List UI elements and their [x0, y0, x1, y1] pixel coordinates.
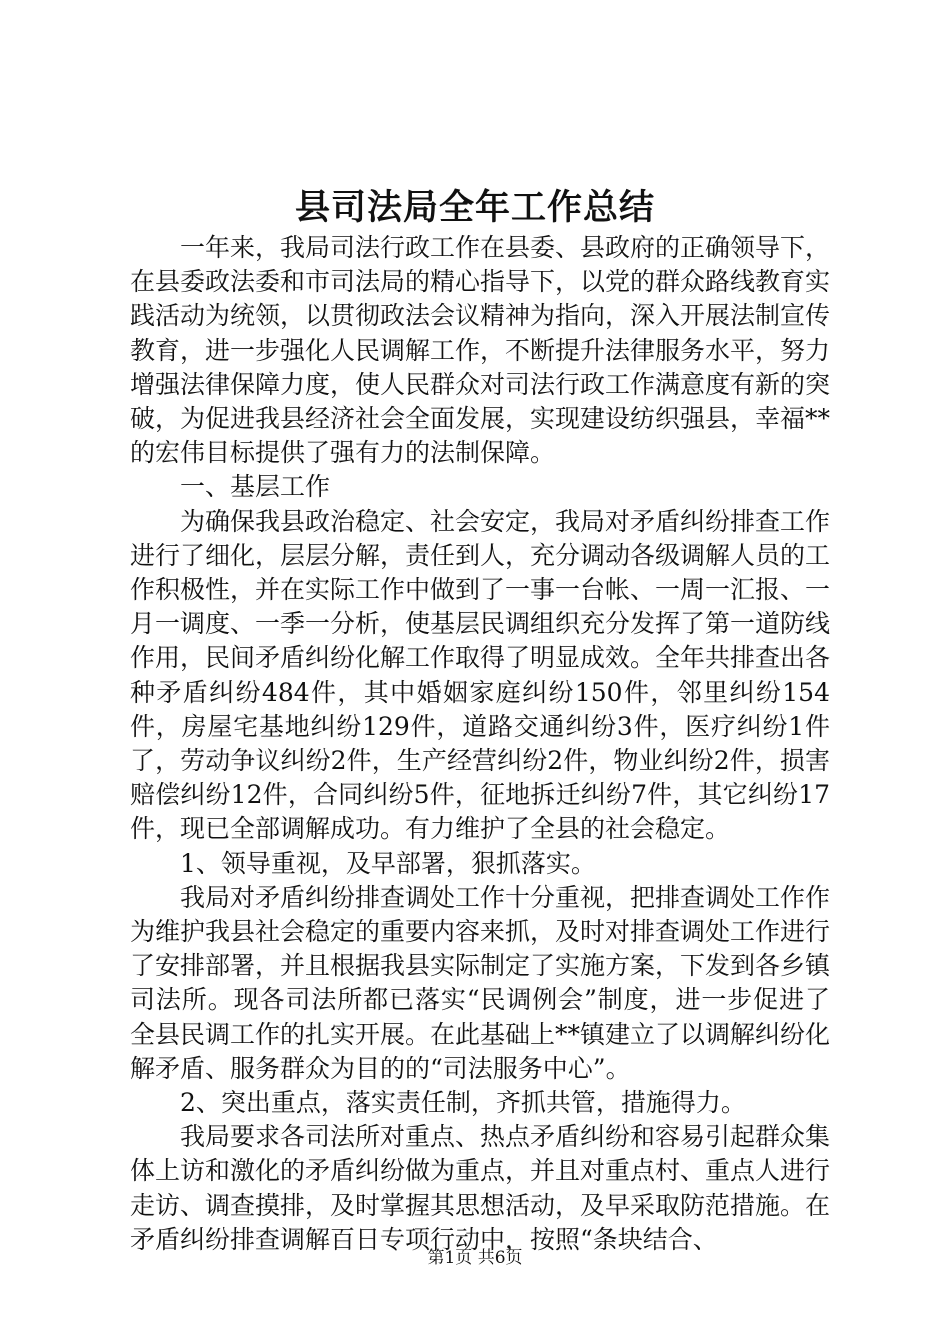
key-points-paragraph: 我局要求各司法所对重点、热点矛盾纠纷和容易引起群众集体上访和激化的矛盾纠纷做为重点，并且对重点村、重点人进行走访、调查摸排，及时掌握其思想活动，及早采取防范措施。在矛盾纠纷排查调解百日专项行动中，按照“条块结合、 [130, 1122, 831, 1254]
grassroots-paragraph: 为确保我县政治稳定、社会安定，我局对矛盾纠纷排查工作进行了细化，层层分解，责任到人，充分调动各级调解人员的工作积极性，并在实际工作中做到了一事一台帐、一周一汇报、一月一调度、一季一分析，使基层民调组织充分发挥了第一道防线作用，民间矛盾纠纷化解工作取得了明显成效。全年共排查出各种矛盾纠纷484件，其中婚姻家庭纠纷150件，邻里纠纷154件，房屋宅基地纠纷129件，道路交通纠纷3件，医疗纠纷1件了，劳动争议纠纷2件，生产经营纠纷2件，物业纠纷2件，损害赔偿纠纷12件，合同纠纷5件，征地拆迁纠纷7件，其它纠纷17件，现已全部调解成功。有力维护了全县的社会稳定。 [130, 506, 831, 844]
leadership-paragraph: 我局对矛盾纠纷排查调处工作十分重视，把排查调处工作作为维护我县社会稳定的重要内容来抓，及时对排查调处工作进行了安排部署，并且根据我县实际制定了实施方案，下发到各乡镇司法所。现各司法所都已落实“民调例会”制度，进一步促进了全县民调工作的扎实开展。在此基础上**镇建立了以调解纠纷化解矛盾、服务群众为目的的“司法服务中心”。 [130, 882, 831, 1083]
subheading-key-points: 2、突出重点，落实责任制，齐抓共管，措施得力。 [180, 1088, 746, 1118]
subheading-leadership: 1、领导重视，及早部署，狠抓落实。 [180, 848, 596, 878]
document-title: 县司法局全年工作总结 [294, 187, 655, 228]
page-footer: 第1页 共6页 [427, 1248, 523, 1268]
intro-paragraph: 一年来，我局司法行政工作在县委、县政府的正确领导下，在县委政法委和市司法局的精心指导下，以党的群众路线教育实践活动为统领，以贯彻政法会议精神为指向，深入开展法制宣传教育，进一步强化人民调解工作，不断提升法律服务水平，努力增强法律保障力度，使人民群众对司法行政工作满意度有新的突破，为促进我县经济社会全面发展，实现建设纺织强县，幸福**的宏伟目标提供了强有力的法制保障。 [130, 233, 831, 468]
section-heading-grassroots: 一、基层工作 [180, 472, 331, 502]
document-body [130, 231, 830, 1257]
